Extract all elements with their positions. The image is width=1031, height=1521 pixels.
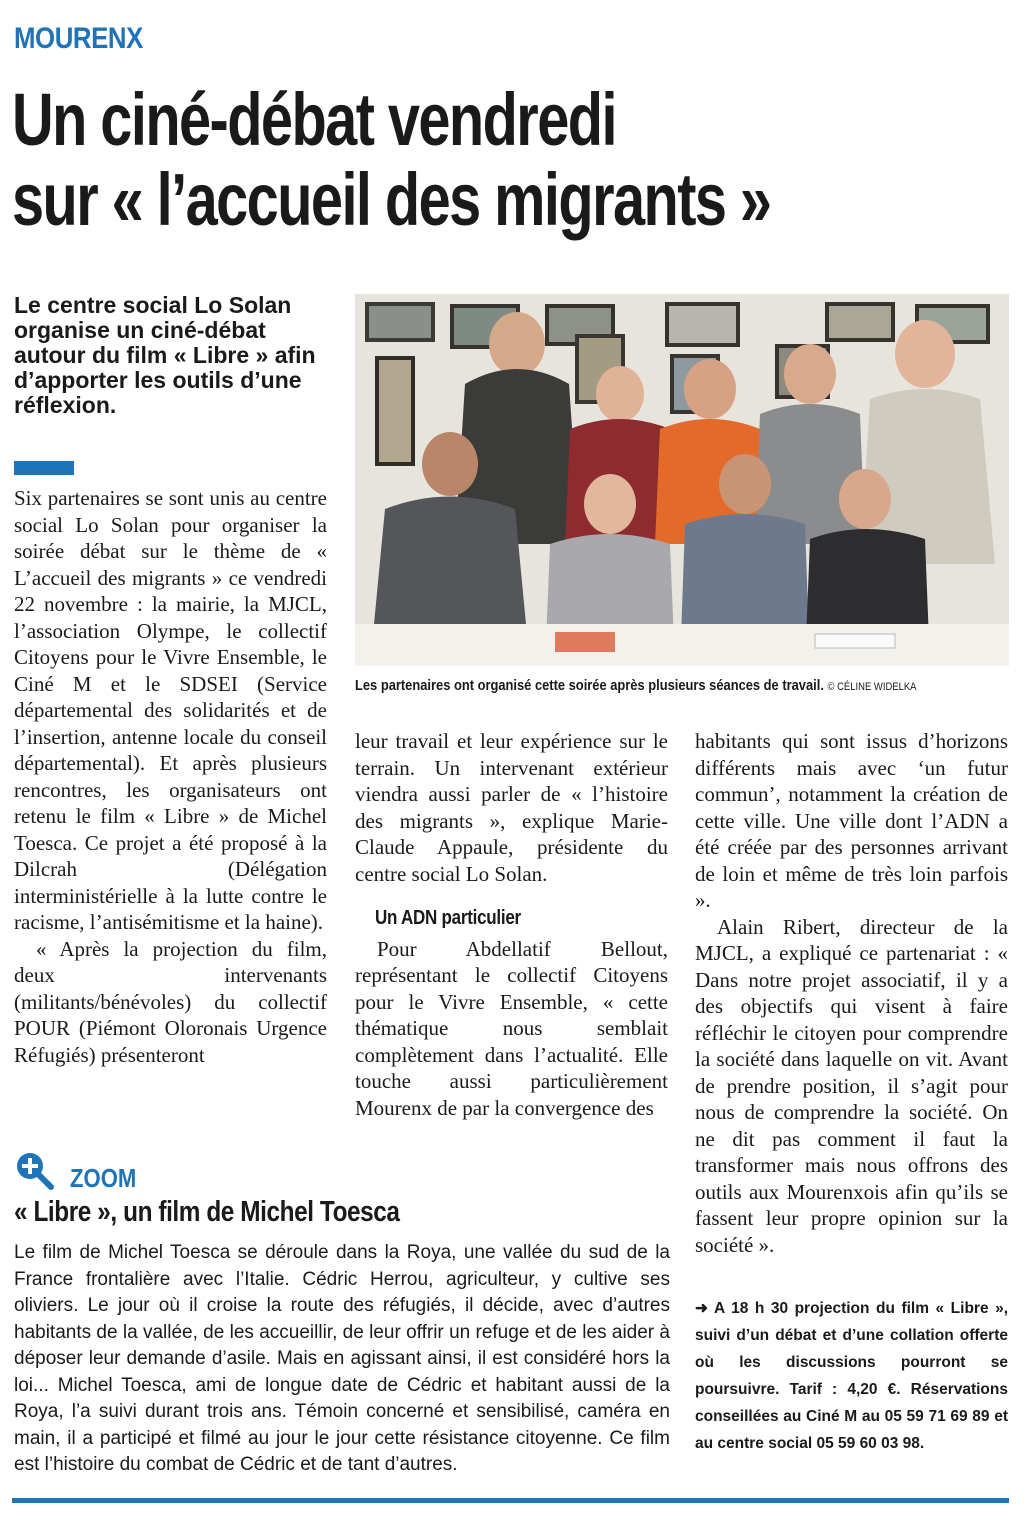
footer-rule bbox=[12, 1498, 1009, 1503]
section-kicker: MOURENX bbox=[14, 22, 143, 55]
practical-info-text: A 18 h 30 projection du film « Libre », suivi d’un débat et d’une collation offerte où les discussions pourront se poursuivre. Tarif : 4,20 €. Réservations conseillées au Ciné M au 05 59 71 69 89 et au centre social 05 59 60 03 98. bbox=[695, 1300, 1009, 1452]
body-column-2 bbox=[355, 728, 668, 1121]
chapeau: Le centre social Lo Solan organise un ciné-débat autour du film « Libre » afin d’apporter les outils d’une réflexion. bbox=[14, 292, 316, 418]
paragraph: Alain Ribert, directeur de la MJCL, a expliqué ce partenariat : « Dans notre projet associatif, il y a des objectifs qui visent à faire réfléchir le citoyen pour comprendre la société dans laquelle on vit. Avant de prendre position, il s’agit pour nous de comprendre la société. On ne dit pas comment il faut la transformer mais nous offrons des outils aux Mourenxois afin qu’ils se fassent leur propre opinion sur la société ». bbox=[695, 914, 1008, 1257]
photo-illustration bbox=[355, 294, 1009, 666]
accent-bar bbox=[14, 461, 74, 475]
headline bbox=[12, 80, 770, 240]
zoom-label: ZOOM bbox=[70, 1163, 137, 1193]
body-column-3 bbox=[695, 728, 1008, 1258]
paragraph: leur travail et leur expérience sur le terrain. Un intervenant extérieur viendra aussi parler de « l’histoire des migrants », explique Marie-Claude Appaule, présidente du centre social Lo Solan. bbox=[355, 729, 668, 886]
group-photo bbox=[355, 294, 1009, 666]
paragraph: Six partenaires se sont unis au centre social Lo Solan pour organiser la soirée débat sur le thème de « L’accueil des migrants » ce vendredi 22 novembre : la mairie, la MJCL, l’association Olympe, le collectif Citoyens pour le Vivre Ensemble, le Ciné M et le SDSEI (Service départemental des solidarités et de l’insertion, antenne locale du conseil départemental). Et après plusieurs rencontres, les organisateurs ont retenu le film « Libre » de Michel Toesca. Ce projet a été proposé à la Dilcrah (Délégation interministérielle à la lutte contre le racisme, l’antisémitisme et la haine). bbox=[14, 486, 327, 934]
practical-info bbox=[695, 1295, 1008, 1457]
photo-caption bbox=[355, 677, 923, 694]
zoom-title: « Libre », un film de Michel Toesca bbox=[14, 1196, 400, 1228]
headline-line-2: sur « l’accueil des migrants » bbox=[12, 158, 771, 241]
subheading: Un ADN particulier bbox=[375, 907, 521, 929]
zoom-body: Le film de Michel Toesca se déroule dans la Roya, une vallée du sud de la France frontalière avec l’Italie. Cédric Herrou, agriculteur, y cultive ses oliviers. Le jour où il croise la route des réfugiés, il décide, avec d’autres habitants de la vallée, de les accueillir, de leur offrir un refuge et de les aider à déposer leur demande d’asile. Mais en agissant ainsi, il est considéré hors la loi... Michel Toesca, ami de longue date de Cédric et habitant aussi de la Roya, l’a suivi durant trois ans. Témoin concerné et sensibilisé, caméra en main, il a participé et filmé au jour le jour cette résistance citoyenne. Ce film est l’histoire du combat de Cédric et de tant d’autres. bbox=[14, 1242, 670, 1475]
paragraph: « Après la projection du film, deux intervenants (militants/bénévoles) du collectif POUR (Piémont Oloronais Urgence Réfugiés) présenteront bbox=[14, 936, 327, 1067]
caption-text: Les partenaires ont organisé cette soirée après plusieurs séances de travail. bbox=[355, 677, 824, 694]
arrow-icon: ➜ bbox=[695, 1300, 708, 1317]
photo-credit: © CÉLINE WIDELKA bbox=[827, 681, 917, 693]
headline-line-1: Un ciné-débat vendredi bbox=[12, 78, 616, 161]
paragraph: habitants qui sont issus d’horizons différents mais avec ‘un futur commun’, notamment la création de cette ville. Une ville dont l’ADN a été créée par des personnes arrivant de loin et même de très loin parfois ». bbox=[695, 729, 1008, 912]
body-column-1 bbox=[14, 485, 327, 1068]
magnifier-plus-icon bbox=[14, 1150, 54, 1190]
paragraph: Pour Abdellatif Bellout, représentant le collectif Citoyens pour le Vivre Ensemble, « cette thématique nous semblait complètement dans l’actualité. Elle touche aussi particulièrement Mourenx de par la convergence des bbox=[355, 936, 668, 1120]
